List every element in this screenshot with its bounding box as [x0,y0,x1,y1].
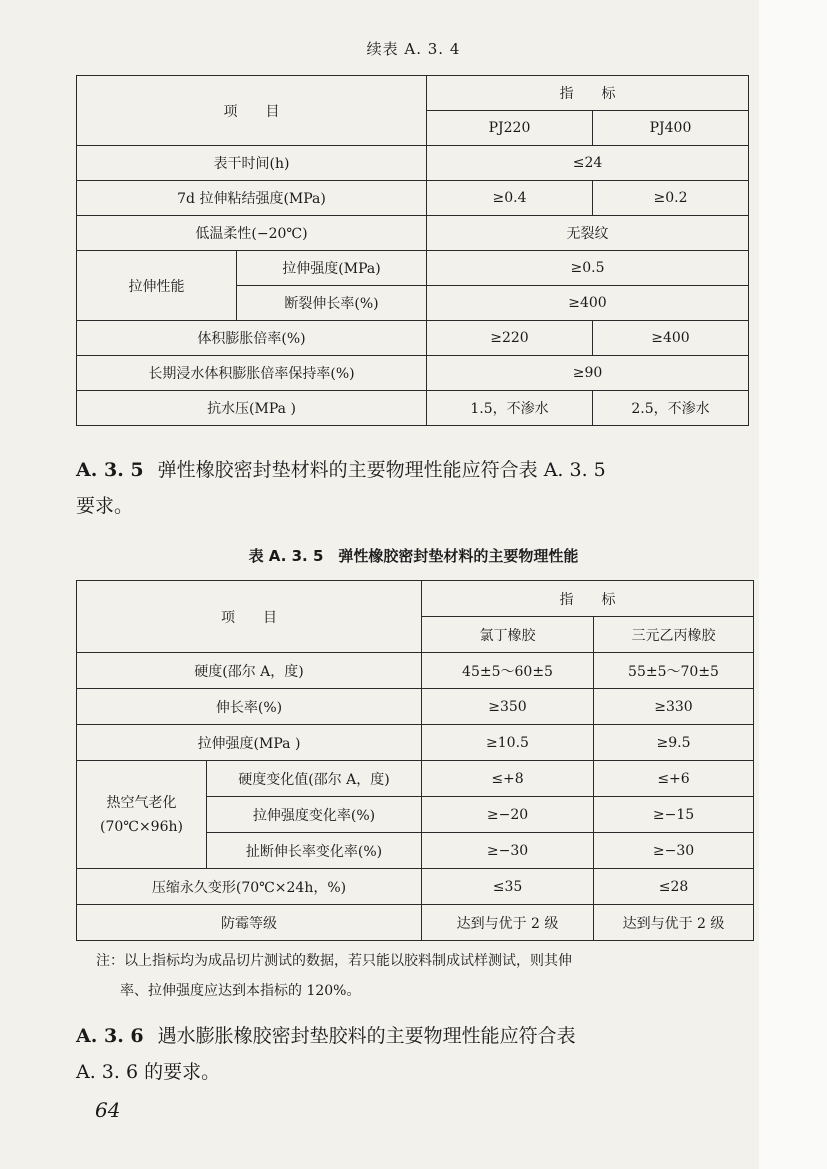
row-group-label [77,761,207,869]
table-row [77,869,754,905]
cell-value: ≥9.5 [594,725,754,761]
cell-value: ≥400 [427,286,749,321]
row-label: 硬度变化值(邵尔 A，度) [207,761,422,797]
table-row [77,391,749,426]
cell-value: ≥0.2 [593,181,749,216]
data-table [76,580,754,941]
row-label: 伸长率(%) [77,689,422,725]
table-row [77,725,754,761]
row-label: 压缩永久变形(70℃×24h，%) [77,869,422,905]
row-label: 断裂伸长率(%) [237,286,427,321]
group-label-line: (70℃×96h) [100,818,183,835]
table-row [77,251,749,286]
paragraph-text: 弹性橡胶密封垫材料的主要物理性能应符合表 A. 3. 5 [157,459,606,481]
paragraph-text: 遇水膨胀橡胶密封垫胶料的主要物理性能应符合表 [157,1025,576,1047]
header-index: 指 标 [427,76,749,111]
column-header: PJ400 [593,111,749,146]
cell-value: 无裂纹 [427,216,749,251]
page-number: 64 [95,1098,121,1122]
row-label: 低温柔性(−20℃) [77,216,427,251]
paragraph-a36 [76,1018,756,1090]
row-label: 硬度(邵尔 A，度) [77,653,422,689]
header-item: 项 目 [77,76,427,146]
cell-value: 1.5，不渗水 [427,391,593,426]
cell-value: ≥330 [594,689,754,725]
row-label: 拉伸强度变化率(%) [207,797,422,833]
paragraph-text: 要求。 [76,495,134,517]
column-header: PJ220 [427,111,593,146]
cell-value: ≥90 [427,356,749,391]
row-group-label: 拉伸性能 [77,251,237,321]
table-caption: 表 A. 3. 5 弹性橡胶密封垫材料的主要物理性能 [248,547,579,565]
table-row [77,356,749,391]
cell-value: 45±5～60±5 [422,653,594,689]
cell-value: 达到与优于 2 级 [422,905,594,941]
paragraph-a35 [76,452,756,524]
cell-value: ≤28 [594,869,754,905]
section-number: A. 3. 5 [76,459,144,481]
table-note [96,946,572,1006]
cell-value: ≤+6 [594,761,754,797]
column-header: 三元乙丙橡胶 [594,617,754,653]
cell-value: ≤+8 [422,761,594,797]
table-row [77,146,749,181]
row-label: 扯断伸长率变化率(%) [207,833,422,869]
table-row [77,905,754,941]
cell-value: ≥−20 [422,797,594,833]
row-label: 长期浸水体积膨胀倍率保持率(%) [77,356,427,391]
table-row [77,689,754,725]
cell-value: ≥10.5 [422,725,594,761]
row-label: 7d 拉伸粘结强度(MPa) [77,181,427,216]
section-number: A. 3. 6 [76,1025,144,1047]
table-row [77,653,754,689]
cell-value: ≥400 [593,321,749,356]
table-row [77,181,749,216]
cell-value: ≤35 [422,869,594,905]
table-row [77,761,754,797]
row-label: 防霉等级 [77,905,422,941]
row-label: 抗水压(MPa ) [77,391,427,426]
note-text: 注：以上指标均为成品切片测试的数据，若只能以胶料制成试样测试，则其伸 [96,953,572,969]
row-label: 拉伸强度(MPa) [237,251,427,286]
cell-value: ≥220 [427,321,593,356]
header-index: 指 标 [422,581,754,617]
row-label: 表干时间(h) [77,146,427,181]
table-row [77,216,749,251]
note-text: 率、拉伸强度应达到本指标的 120%。 [120,983,361,999]
cell-value: ≥−30 [422,833,594,869]
table-caption: 续表 A. 3. 4 [366,40,461,58]
cell-value: 达到与优于 2 级 [594,905,754,941]
cell-value: ≥0.5 [427,251,749,286]
cell-value: ≤24 [427,146,749,181]
cell-value: 55±5～70±5 [594,653,754,689]
paragraph-text: A. 3. 6 的要求。 [76,1061,221,1083]
header-item: 项 目 [77,581,422,653]
cell-value: ≥−15 [594,797,754,833]
cell-value: ≥−30 [594,833,754,869]
page-edge [759,0,827,1169]
row-label: 体积膨胀倍率(%) [77,321,427,356]
row-label: 拉伸强度(MPa ) [77,725,422,761]
column-header: 氯丁橡胶 [422,617,594,653]
data-table [76,75,749,426]
cell-value: ≥350 [422,689,594,725]
cell-value: 2.5，不渗水 [593,391,749,426]
group-label-line: 热空气老化 [106,794,177,811]
table-row [77,321,749,356]
cell-value: ≥0.4 [427,181,593,216]
